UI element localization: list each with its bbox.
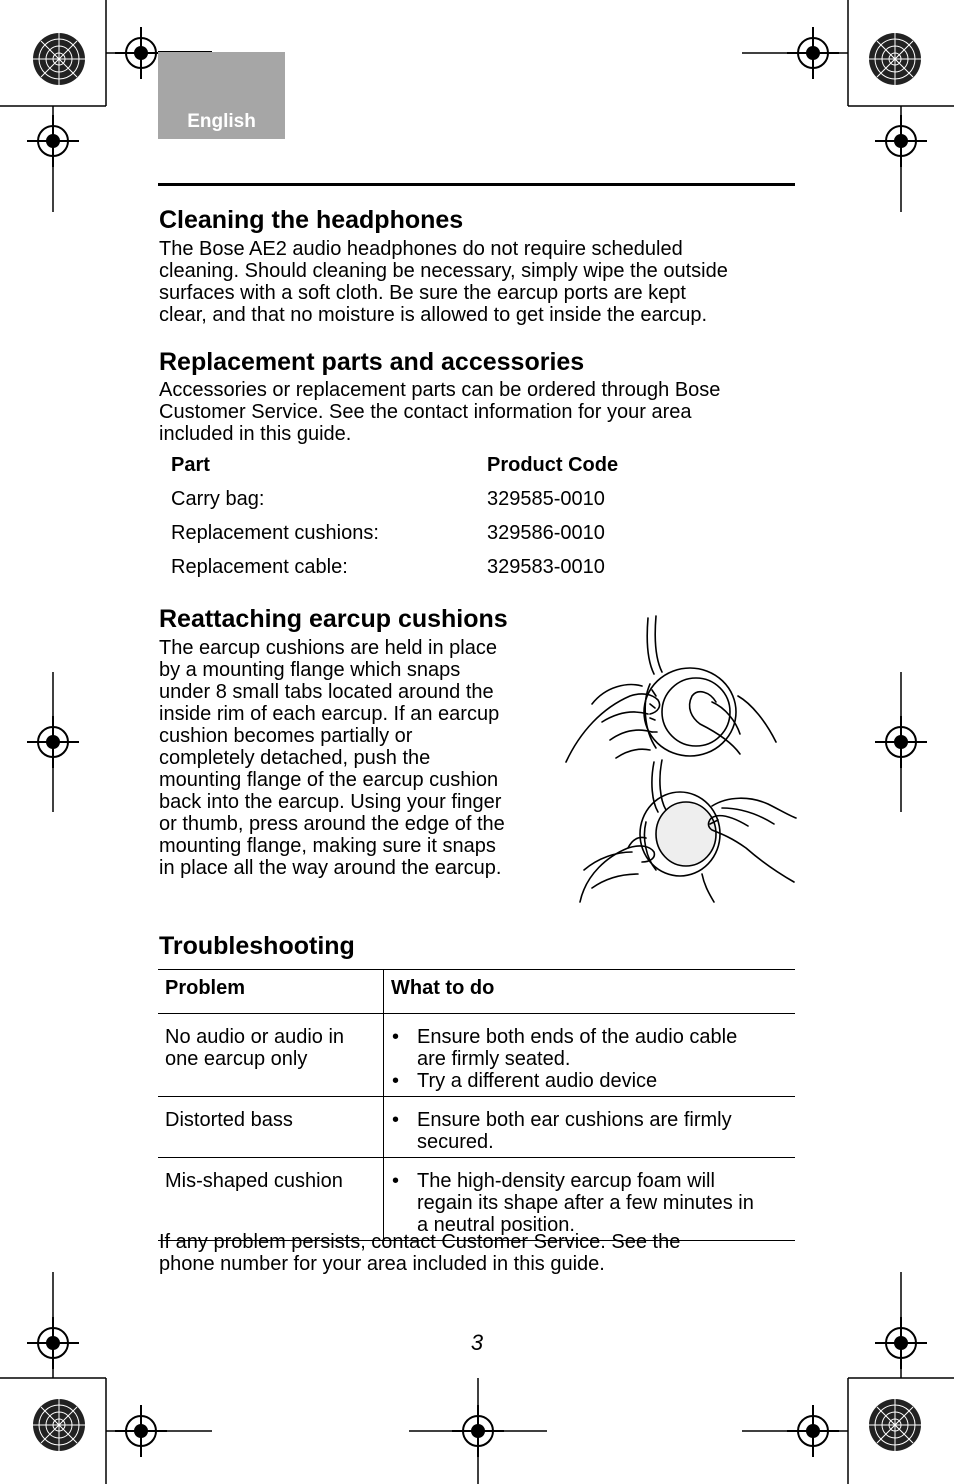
reattach-line: cushion becomes partially or [159,725,413,747]
cleaning-line: surfaces with a soft cloth. Be sure the earcup ports are kept [159,282,686,304]
action-text: The high-density earcup foam will [417,1170,715,1192]
reattach-line: The earcup cushions are held in place [159,637,497,659]
part-code: 329586-0010 [487,522,605,544]
action-text: a neutral position. [417,1214,575,1236]
reattach-line: completely detached, push the [159,747,431,769]
action-cell [384,1158,796,1241]
problem-text: Distorted bass [165,1109,293,1131]
part-code: 329583-0010 [487,556,605,578]
problem-text: Mis-shaped cushion [165,1170,343,1192]
reattach-line: by a mounting flange which snaps [159,659,461,681]
parts-table [171,454,671,590]
parts-col-part: Part [171,454,210,476]
replacement-line: included in this guide. [159,423,352,445]
action-item [391,1170,789,1236]
reattach-line: mounting flange, making sure it snaps [159,835,496,857]
reattach-line: back into the earcup. Using your finger [159,791,502,813]
table-row [171,522,671,556]
footer-line: If any problem persists, contact Customer Service. See the [159,1231,681,1253]
action-item [391,1026,789,1070]
reattach-line: under 8 small tabs located around the [159,681,494,703]
action-text: are firmly seated. [417,1048,571,1070]
table-row [171,556,671,590]
table-row [171,488,671,522]
parts-col-code: Product Code [487,454,619,476]
reattach-line: mounting flange of the earcup cushion [159,769,499,791]
section-rule [158,183,795,186]
troubleshooting-table [158,969,795,1241]
earcup-illustration [562,612,798,904]
part-name: Replacement cable: [171,556,348,578]
footer-line: phone number for your area included in this guide. [159,1253,605,1275]
problem-text: one earcup only [165,1048,308,1070]
table-row [158,1097,795,1158]
replacement-paragraph [159,379,720,445]
troubleshooting-heading: Troubleshooting [159,932,355,960]
page-number: 3 [470,1330,484,1355]
table-row [158,1158,795,1241]
action-text: Ensure both ear cushions are firmly [417,1109,732,1131]
problem-cell [158,1097,384,1158]
problem-cell [158,1014,384,1097]
action-text: secured. [417,1131,494,1153]
action-item [391,1109,789,1153]
action-cell [384,1014,796,1097]
col-problem: Problem [158,970,384,1014]
action-text: Try a different audio device [417,1070,658,1092]
parts-header-row [171,454,671,488]
reattach-line: or thumb, press around the edge of the [159,813,505,835]
col-what-to-do: What to do [384,970,796,1014]
part-name: Replacement cushions: [171,522,379,544]
cleaning-line: The Bose AE2 audio headphones do not require scheduled [159,238,683,260]
reattach-line: inside rim of each earcup. If an earcup [159,703,500,725]
replacement-line: Customer Service. See the contact information for your area [159,401,692,423]
reattach-paragraph [159,637,505,879]
action-item [391,1070,789,1092]
cleaning-line: cleaning. Should cleaning be necessary, simply wipe the outside [159,260,728,282]
language-tab [158,52,285,139]
reattach-heading: Reattaching earcup cushions [159,605,508,633]
replacement-heading: Replacement parts and accessories [159,348,585,376]
reattach-line: in place all the way around the earcup. [159,857,502,879]
problem-text: No audio or audio in [165,1026,345,1048]
problem-cell [158,1158,384,1241]
cleaning-line: clear, and that no moisture is allowed to get inside the earcup. [159,304,708,326]
cleaning-heading: Cleaning the headphones [159,206,464,234]
action-text: Ensure both ends of the audio cable [417,1026,738,1048]
action-text: regain its shape after a few minutes in [417,1192,754,1214]
cleaning-paragraph [159,238,728,326]
table-row [158,1014,795,1097]
troubleshooting-footer [159,1231,680,1275]
replacement-line: Accessories or replacement parts can be ordered through Bose [159,379,721,401]
action-cell [384,1097,796,1158]
troubleshooting-header-row [158,970,795,1014]
language-tab-label: English [187,111,256,132]
part-code: 329585-0010 [487,488,605,510]
part-name: Carry bag: [171,488,265,510]
